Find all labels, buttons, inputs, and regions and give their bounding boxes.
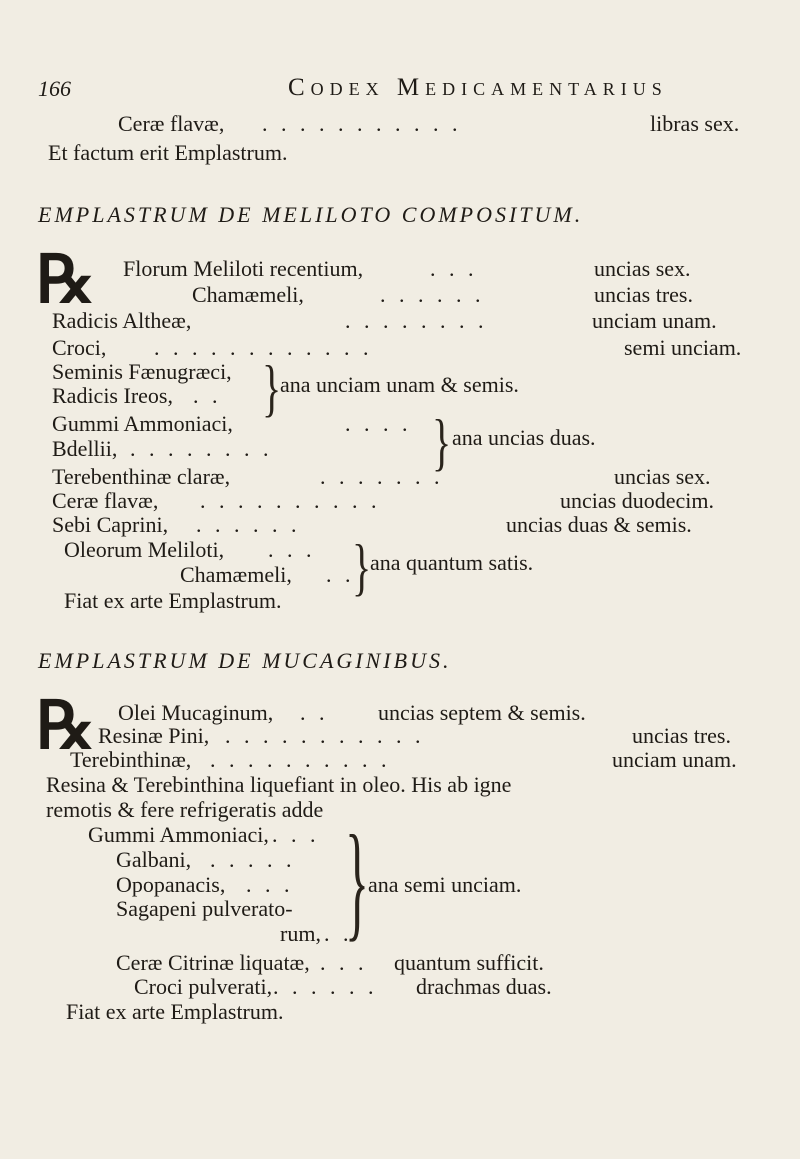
s1-line-13-right: ana quantum satis. (370, 550, 534, 575)
s1-line-3-right: unciam unam. (592, 308, 717, 333)
s1-line-8-left: Bdellii, (52, 436, 118, 461)
s2-line-7-dots: . . . . . (210, 847, 296, 872)
s1-line-3-left: Radicis Altheæ, (52, 308, 192, 333)
page-number: 166 (38, 76, 71, 101)
s1-line-9-dots: . . . . . . . (320, 464, 444, 489)
s1-line-11-dots: . . . . . . (196, 512, 301, 537)
s2-line-8-left: Opopanacis, (116, 872, 226, 897)
s1-line-4-right: semi unciam. (624, 335, 742, 360)
s1-line-11-right: uncias duas & semis. (506, 512, 692, 537)
s2-line-10-dots: . . (324, 921, 353, 946)
s2-line-11-right: quantum sufficit. (394, 950, 544, 975)
s2-line-3-dots: . . . . . . . . . . (210, 747, 391, 772)
top-line-1-left: Ceræ flavæ, (118, 111, 225, 136)
s2-line-11-dots: . . . (320, 950, 368, 975)
s2-line-6-left: Gummi Ammoniaci, (88, 822, 269, 847)
s1-line-1-dots: . . . (430, 256, 478, 281)
s1-line-7-dots: . . . . (345, 411, 412, 436)
s2-line-3-left: Terebinthinæ, (70, 747, 192, 772)
s2-line-1-right: uncias septem & semis. (378, 700, 586, 725)
s2-line-2-right: uncias tres. (632, 723, 731, 748)
s1-line-8-dots: . . . . . . . . (130, 436, 273, 461)
s2-line-7-left: Galbani, (116, 847, 192, 872)
s1-line-12-dots: . . . (268, 537, 316, 562)
s1-line-5-left: Seminis Fænugræci, (52, 359, 232, 384)
recipe-symbol-2: ℞ (36, 690, 96, 763)
s2-line-12-right: drachmas duas. (416, 974, 552, 999)
s1-line-13-left: Chamæmeli, (180, 562, 292, 587)
s2-line-9-left: Sagapeni pulverato- (116, 896, 293, 921)
s1-line-9-right: uncias sex. (614, 464, 711, 489)
s1-line-6-left: Radicis Ireos, (52, 383, 173, 408)
s2-line-10-left: rum, (280, 921, 321, 946)
s2-line-6-dots: . . . (272, 822, 320, 847)
s1-line-1-left: Florum Meliloti recentium, (123, 256, 364, 281)
top-line-2: Et factum erit Emplastrum. (48, 140, 288, 165)
s1-line-13-dots: . . (326, 562, 355, 587)
s2-line-3-right: unciam unam. (612, 747, 737, 772)
s1-line-6-dots: . . (193, 383, 222, 408)
brace-3: } (352, 530, 372, 603)
brace-1: } (262, 351, 282, 424)
s2-line-1-dots: . . (300, 700, 329, 725)
s1-line-4-left: Croci, (52, 335, 107, 360)
top-line-1-right: libras sex. (650, 111, 740, 136)
recipe-symbol-1: ℞ (36, 244, 96, 317)
s2-line-8-dots: . . . (246, 872, 294, 897)
section-2-title: EMPLASTRUM DE MUCAGINIBUS. (38, 648, 452, 673)
s2-line-5-left: remotis & fere refrigeratis adde (46, 797, 324, 822)
s2-line-2-dots: . . . . . . . . . . . (225, 723, 425, 748)
s1-line-10-left: Ceræ flavæ, (52, 488, 159, 513)
s1-line-3-dots: . . . . . . . . (345, 308, 488, 333)
s1-line-4-dots: . . . . . . . . . . . . (154, 335, 373, 360)
s1-line-8-right: ana uncias duas. (452, 425, 596, 450)
s1-line-2-right: uncias tres. (594, 282, 693, 307)
s2-line-8-right: ana semi unciam. (368, 872, 522, 897)
brace-4: } (345, 807, 369, 953)
s1-line-12-left: Oleorum Meliloti, (64, 537, 225, 562)
s2-line-2-left: Resinæ Pini, (98, 723, 210, 748)
s2-line-1-left: Olei Mucaginum, (118, 700, 274, 725)
s2-line-12-dots: . . . . . . (273, 974, 378, 999)
s1-line-7-left: Gummi Ammoniaci, (52, 411, 233, 436)
s1-line-10-dots: . . . . . . . . . . (200, 488, 381, 513)
s1-line-1-right: uncias sex. (594, 256, 691, 281)
s1-line-6-right: ana unciam unam & semis. (280, 372, 519, 397)
s1-line-14-left: Fiat ex arte Emplastrum. (64, 588, 282, 613)
s2-line-13-left: Fiat ex arte Emplastrum. (66, 999, 284, 1024)
running-title: Codex Medicamentarius (288, 74, 668, 101)
s1-line-11-left: Sebi Caprini, (52, 512, 169, 537)
brace-2: } (432, 405, 452, 478)
s2-line-11-left: Ceræ Citrinæ liquatæ, (116, 950, 310, 975)
s2-line-4-left: Resina & Terebinthina liquefiant in oleo. His ab igne (46, 772, 512, 797)
top-line-1-dots: . . . . . . . . . . . (262, 111, 462, 136)
s2-line-12-left: Croci pulverati, (134, 974, 273, 999)
s1-line-2-left: Chamæmeli, (192, 282, 304, 307)
section-1-title: EMPLASTRUM DE MELILOTO COMPOSITUM. (38, 202, 584, 227)
s1-line-9-left: Terebenthinæ claræ, (52, 464, 231, 489)
s1-line-10-right: uncias duodecim. (560, 488, 714, 513)
s1-line-2-dots: . . . . . . (380, 282, 485, 307)
